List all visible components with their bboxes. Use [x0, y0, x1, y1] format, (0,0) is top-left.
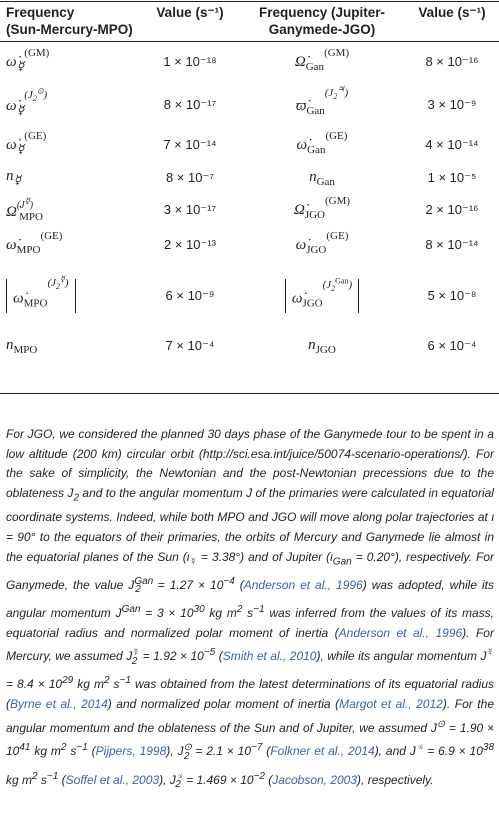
- right-value: 6 × 10⁻⁴: [427, 338, 477, 353]
- footnote-text: kg m: [204, 605, 237, 620]
- footnote-reference-link[interactable]: Anderson et al., 1996: [243, 577, 363, 592]
- footnote-superscript: −4: [223, 575, 235, 587]
- left-symbol: $n_{MPO}$: [6, 336, 38, 356]
- footnote-superscript: −1: [76, 742, 88, 754]
- header-frequency-mercury: [0, 3, 141, 41]
- footnote-text: ). For the sake of simplicity, the Newtonian and the post-Newtonian precessions due to the oblateness J: [6, 446, 494, 501]
- header-frequency-jupiter: [239, 3, 405, 41]
- frequency-table: [0, 3, 499, 363]
- left-value: 8 × 10⁻⁷: [165, 170, 215, 185]
- table-footnote: [6, 425, 494, 795]
- footnote-text: = 3 × 10: [140, 605, 194, 620]
- right-symbol: $\omegȧ_{Gan}^{(GE)}$: [296, 130, 348, 156]
- right-value: 8 × 10⁻¹⁶: [425, 54, 479, 69]
- left-symbol: $\omegȧ_{MPO}^{(GE)}$: [6, 230, 63, 256]
- footnote-superscript: Gan: [134, 575, 154, 587]
- footnote-text: s: [109, 677, 120, 692]
- footnote-superscript: ⊙: [183, 742, 192, 754]
- footnote-text: kg m: [6, 772, 33, 787]
- header-col3-line2: Ganymede-JGO): [268, 22, 376, 37]
- footnote-text: and to the angular momentum J of the primaries were calculated in equatorial coordinate systems. Indeed, while both MPO and JGO will move along polar trajectories at ι = 90° to the equators of their primaries, the orbits of Mercury and Ganymede lie almost in the equatorial planes of the Sun (ι: [6, 486, 494, 564]
- footnote-superscript: 29: [62, 675, 74, 687]
- footnote-text: = 1.92 × 10: [139, 649, 204, 664]
- left-symbol: Ω̇$^{(J^☿)}_{MPO}$: [6, 196, 43, 223]
- footnote-text: kg m: [30, 744, 61, 759]
- left-value: 8 × 10⁻¹⁷: [163, 97, 217, 112]
- table-row: [0, 329, 499, 363]
- footnote-text: (: [87, 744, 96, 759]
- table-header-row: [0, 3, 499, 41]
- table-row: [0, 127, 499, 163]
- left-symbol: $n_☿$: [6, 168, 22, 187]
- footnote-text: ), and J: [374, 744, 416, 759]
- footnote-superscript: −1: [119, 675, 131, 687]
- footnote-text: (: [215, 649, 223, 664]
- footnote-text: ) was adopted, while its angular momentum J: [6, 577, 494, 620]
- footnote-superscript: 2: [236, 603, 243, 615]
- footnote-superscript: 41: [19, 742, 31, 754]
- left-symbol: $\omegȧ_☿^{(GE)}$: [6, 129, 47, 156]
- footnote-superscript: ☿: [486, 647, 494, 659]
- left-value: 6 × 10⁻⁹: [165, 288, 215, 303]
- footnote-superscript: −1: [253, 603, 265, 615]
- footnote-text: = 6.9 × 10: [423, 744, 483, 759]
- right-value: 8 × 10⁻¹⁴: [425, 237, 479, 252]
- footnote-subscript: 2: [131, 655, 138, 667]
- table-row: [0, 83, 499, 127]
- footnote-text: = 1.27 × 10: [152, 577, 224, 592]
- bottom-rule: [0, 393, 499, 394]
- footnote-text: For JGO, we considered the planned 30 days phase of the Ganymede tour to be spent in a low altitude (200 km) circular orbit (: [6, 427, 494, 461]
- footnote-text: (: [234, 577, 244, 592]
- footnote-superscript: Gan: [121, 603, 141, 615]
- left-value: 7 × 10⁻¹⁴: [163, 137, 217, 152]
- footnote-text: kg m: [73, 677, 104, 692]
- footnote-text: ), J: [166, 744, 184, 759]
- footnote-superscript: −7: [251, 742, 263, 754]
- left-symbol: $\omegȧ_{MPO}^{(J_2^☿)}$: [0, 263, 141, 329]
- footnote-superscript: −1: [46, 770, 59, 782]
- right-value: 2 × 10⁻¹⁶: [425, 202, 479, 217]
- footnote-text: was obtained from the latest determinations of its equatorial radius (: [6, 677, 494, 711]
- footnote-text: s: [37, 772, 47, 787]
- footnote-subscript: 2: [135, 584, 141, 596]
- table-row: [0, 163, 499, 193]
- footnote-text: ). For Mercury, we assumed J: [6, 625, 494, 664]
- right-symbol: $n_{JGO}$: [308, 336, 336, 356]
- footnote-subscript: 2: [183, 750, 190, 762]
- footnote-text: = 2.1 × 10: [191, 744, 252, 759]
- footnote-text: = 3.38°) and of Jupiter (ι: [196, 549, 333, 564]
- footnote-text: (: [262, 744, 271, 759]
- left-value: 7 × 10⁻⁴: [165, 338, 215, 353]
- footnote-reference-link[interactable]: Byrne et al., 2014: [10, 697, 108, 711]
- header-col3-line1: Frequency (Jupiter-: [258, 5, 386, 20]
- footnote-superscript: −5: [203, 647, 216, 659]
- footnote-superscript: ♃: [415, 742, 424, 754]
- footnote-text: = 1.469 × 10: [182, 772, 254, 787]
- footnote-text: ), while its angular momentum J: [316, 649, 487, 664]
- right-value: 3 × 10⁻⁹: [427, 97, 477, 112]
- footnote-subscript: 2: [73, 492, 79, 504]
- header-col1-line2: (Sun-Mercury-MPO): [6, 22, 133, 37]
- left-symbol: $\omegȧ_☿^{(J_2^⊙)}$: [6, 86, 48, 117]
- footnote-text: s: [66, 744, 77, 759]
- right-symbol: $n_{Gan}$: [309, 168, 335, 188]
- table-row: [0, 227, 499, 263]
- left-value: 3 × 10⁻¹⁷: [163, 202, 217, 217]
- left-value: 2 × 10⁻¹³: [163, 237, 217, 252]
- footnote-url-link[interactable]: http://sci.esa.int/juice/50074-scenario-operations/: [202, 446, 464, 461]
- footnote-superscript: ♃: [175, 770, 184, 782]
- header-value-1: Value (s⁻¹): [156, 5, 224, 20]
- footnote-superscript: 38: [482, 742, 495, 754]
- footnote-superscript: ⊙: [436, 718, 446, 730]
- right-value: 4 × 10⁻¹⁴: [425, 137, 479, 152]
- footnote-reference-link[interactable]: Soffel et al., 2003: [65, 772, 160, 787]
- footnote-reference-link[interactable]: Smith et al., 2010: [222, 649, 317, 664]
- footnote-subscript: Gan: [332, 556, 352, 567]
- footnote-reference-link[interactable]: Anderson et al., 1996: [338, 625, 463, 640]
- footnote-superscript: ☿: [132, 647, 140, 659]
- footnote-subscript: ☿: [189, 556, 197, 567]
- footnote-text: = 8.4 × 10: [6, 677, 63, 692]
- right-symbol: $\omegȧ_{JGO}^{(J_2^{Gan})}$: [239, 263, 405, 329]
- header-col1-line1: Frequency: [6, 5, 75, 20]
- footnote-superscript: 2: [60, 742, 67, 754]
- footnote-reference-link[interactable]: Jacobson, 2003: [272, 772, 358, 787]
- footnote-text: ). For the angular momentum and the oblateness of the Sun and of Jupiter, we assumed J: [6, 697, 494, 735]
- right-value: 5 × 10⁻⁸: [427, 288, 477, 303]
- footnote-text: (: [58, 772, 66, 787]
- footnote-text: = 0.20°), respectively. For Ganymede, the value J: [6, 549, 494, 592]
- footnote-text: s: [242, 605, 254, 620]
- footnote-superscript: 2: [103, 675, 110, 687]
- footnote-superscript: 2: [32, 770, 38, 782]
- table-row: [0, 41, 499, 83]
- top-rule: [0, 1, 499, 2]
- footnote-reference-link[interactable]: Margot et al., 2012: [339, 697, 443, 711]
- footnote-subscript: 2: [175, 778, 181, 790]
- footnote-superscript: 30: [193, 603, 205, 615]
- table-row: [0, 193, 499, 227]
- footnote-text: ), J: [159, 772, 176, 787]
- footnote-text: was inferred from the values of its mass, equatorial radius and normalized polar moment of inertia (: [6, 605, 495, 640]
- footnote-text: ) and normalized polar moment of inertia (: [107, 697, 340, 711]
- footnote-text: (: [264, 772, 273, 787]
- footnote-reference-link[interactable]: Folkner et al., 2014: [270, 744, 375, 759]
- right-symbol: $\Omegȧ_{Gan}^{(GM)}$: [294, 47, 350, 73]
- footnote-text: = 1.90 × 10: [6, 720, 494, 759]
- footnote-superscript: −2: [253, 770, 265, 782]
- right-symbol: $\Omegȧ_{JGO}^{(GM)}$: [293, 195, 351, 221]
- footnote-text: ), respectively.: [357, 772, 434, 787]
- header-value-2: Value (s⁻¹): [418, 5, 486, 20]
- right-symbol: $ϖ̇_{Gan}^{(J_2^♃)}$: [295, 84, 349, 118]
- left-symbol: $\omegȧ_☿^{(GM)}$: [6, 46, 50, 73]
- footnote-reference-link[interactable]: Pijpers, 1998: [95, 744, 167, 759]
- right-symbol: $\omegȧ_{JGO}^{(GE)}$: [295, 230, 349, 256]
- right-value: 1 × 10⁻⁵: [427, 170, 477, 185]
- table-row: [0, 263, 499, 329]
- left-value: 1 × 10⁻¹⁸: [163, 54, 217, 69]
